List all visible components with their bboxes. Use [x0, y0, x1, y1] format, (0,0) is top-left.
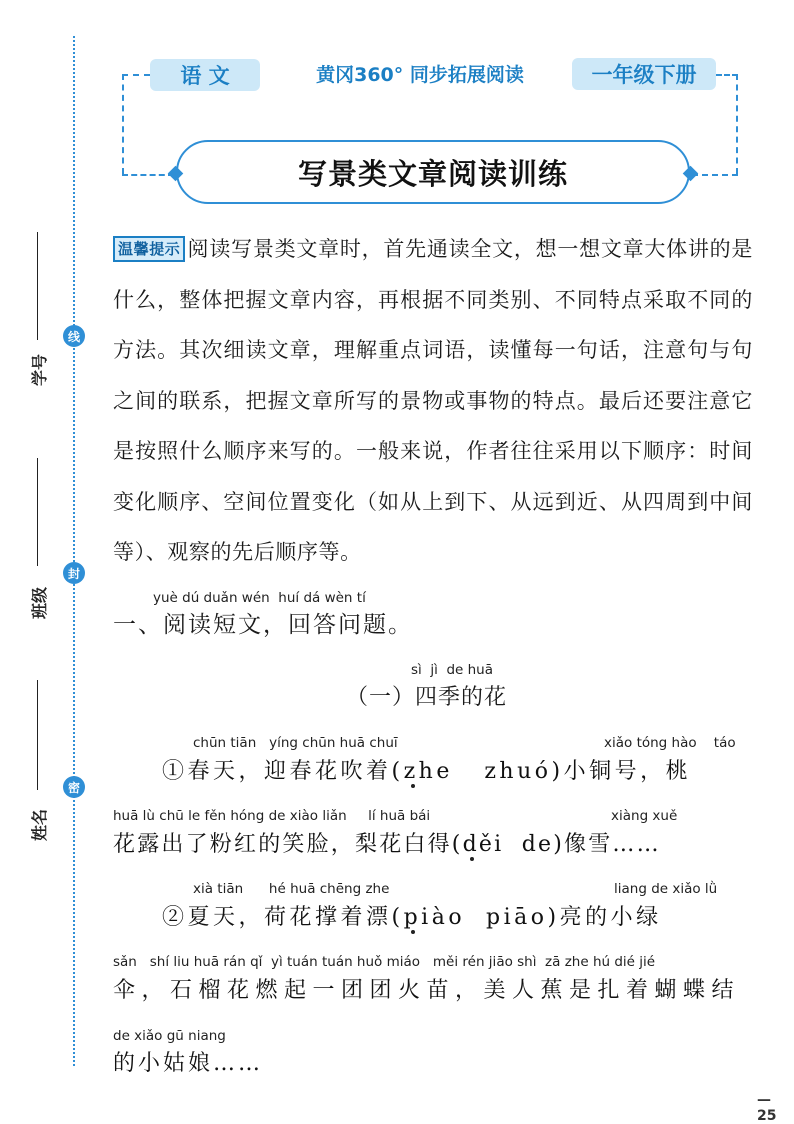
line2-pinyin-a: huā lù chū le fěn hóng de xiào liǎn lí huā bái [113, 808, 431, 824]
name-label: 姓名 [29, 809, 49, 842]
section-pinyin: yuè dú duǎn wén huí dá wèn tí [153, 590, 366, 606]
binding-dotted-line [73, 36, 75, 1066]
header-dash-right [736, 74, 738, 174]
passage-line-2: 花露出了粉红的笑脸，梨花白得(děi de)像雪…… [113, 832, 661, 857]
line2-pinyin-b: xiàng xuě [611, 808, 678, 824]
line1-pinyin-b: xiǎo tóng hào táo [604, 735, 736, 751]
seal-mark-secret: 密 [63, 776, 85, 798]
header-dash-left-bottom [122, 174, 174, 176]
line3-pinyin-b: liang de xiǎo lǜ [614, 881, 718, 897]
tip-paragraph [113, 224, 753, 578]
line3-pinyin-a: xià tiān hé huā chēng zhe [193, 881, 390, 897]
grade-pill: 一年级下册 [572, 58, 716, 90]
section-heading: 一、阅读短文，回答问题。 [113, 612, 413, 638]
passage-line-3: ②夏天，荷花撑着漂(piào piāo)亮的小绿 [162, 905, 662, 930]
header-dash-right-top [716, 74, 738, 76]
tip-text: 阅读写景类文章时，首先通读全文，想一想文章大体讲的是什么，整体把握文章内容，再根据不同类别、不同特点采取不同的方法。其次细读文章，理解重点词语，读懂每一句话，注意句与句之间的联系，把握文章所写的景物或事物的特点。最后还要注意它是按照什么顺序来写的。一般来说，作者往往采用以下顺序：时间变化顺序、空间位置变化（如从上到下、从远到近、从四周到中间等）、观察的先后顺序等。 [113, 237, 753, 564]
passage-line-5: 的小姑娘…… [113, 1051, 264, 1076]
passage-title: （一）四季的花 [346, 685, 508, 710]
line5-pinyin: de xiǎo gū niang [113, 1028, 226, 1044]
header-dash-left-top [122, 74, 150, 76]
tip-badge: 温馨提示 [113, 236, 185, 262]
page-title: 写景类文章阅读训练 [176, 140, 690, 204]
header-dash-left [122, 74, 124, 174]
student-id-rule [37, 232, 38, 340]
emphasis-dot [411, 930, 415, 934]
emphasis-dot [470, 857, 474, 861]
passage-title-pinyin: sì jì de huā [411, 662, 494, 678]
student-id-label: 学号 [29, 354, 49, 387]
name-rule [37, 680, 38, 790]
subject-pill: 语 文 [150, 59, 260, 91]
passage-line-1: ①春天，迎春花吹着(zhe zhuó)小铜号，桃 [162, 759, 692, 784]
series-brand: 黄冈360° 同步拓展阅读 [316, 64, 524, 86]
header-dash-right-bottom [692, 174, 738, 176]
passage-line-4: 伞，石榴花燃起一团团火苗，美人蕉是扎着蝴蝶结 [113, 978, 741, 1003]
page-number: — 25 [757, 1092, 777, 1124]
line4-pinyin: sǎn shí liu huā rán qǐ yì tuán tuán huǒ miáo měi rén jiāo shì zā zhe hú dié jié [113, 954, 656, 970]
line1-pinyin-a: chūn tiān yíng chūn huā chuī [193, 735, 398, 751]
class-rule [37, 458, 38, 566]
seal-mark-line: 线 [63, 325, 85, 347]
class-label: 班级 [29, 587, 49, 620]
emphasis-dot [411, 784, 415, 788]
seal-mark-seal: 封 [63, 562, 85, 584]
